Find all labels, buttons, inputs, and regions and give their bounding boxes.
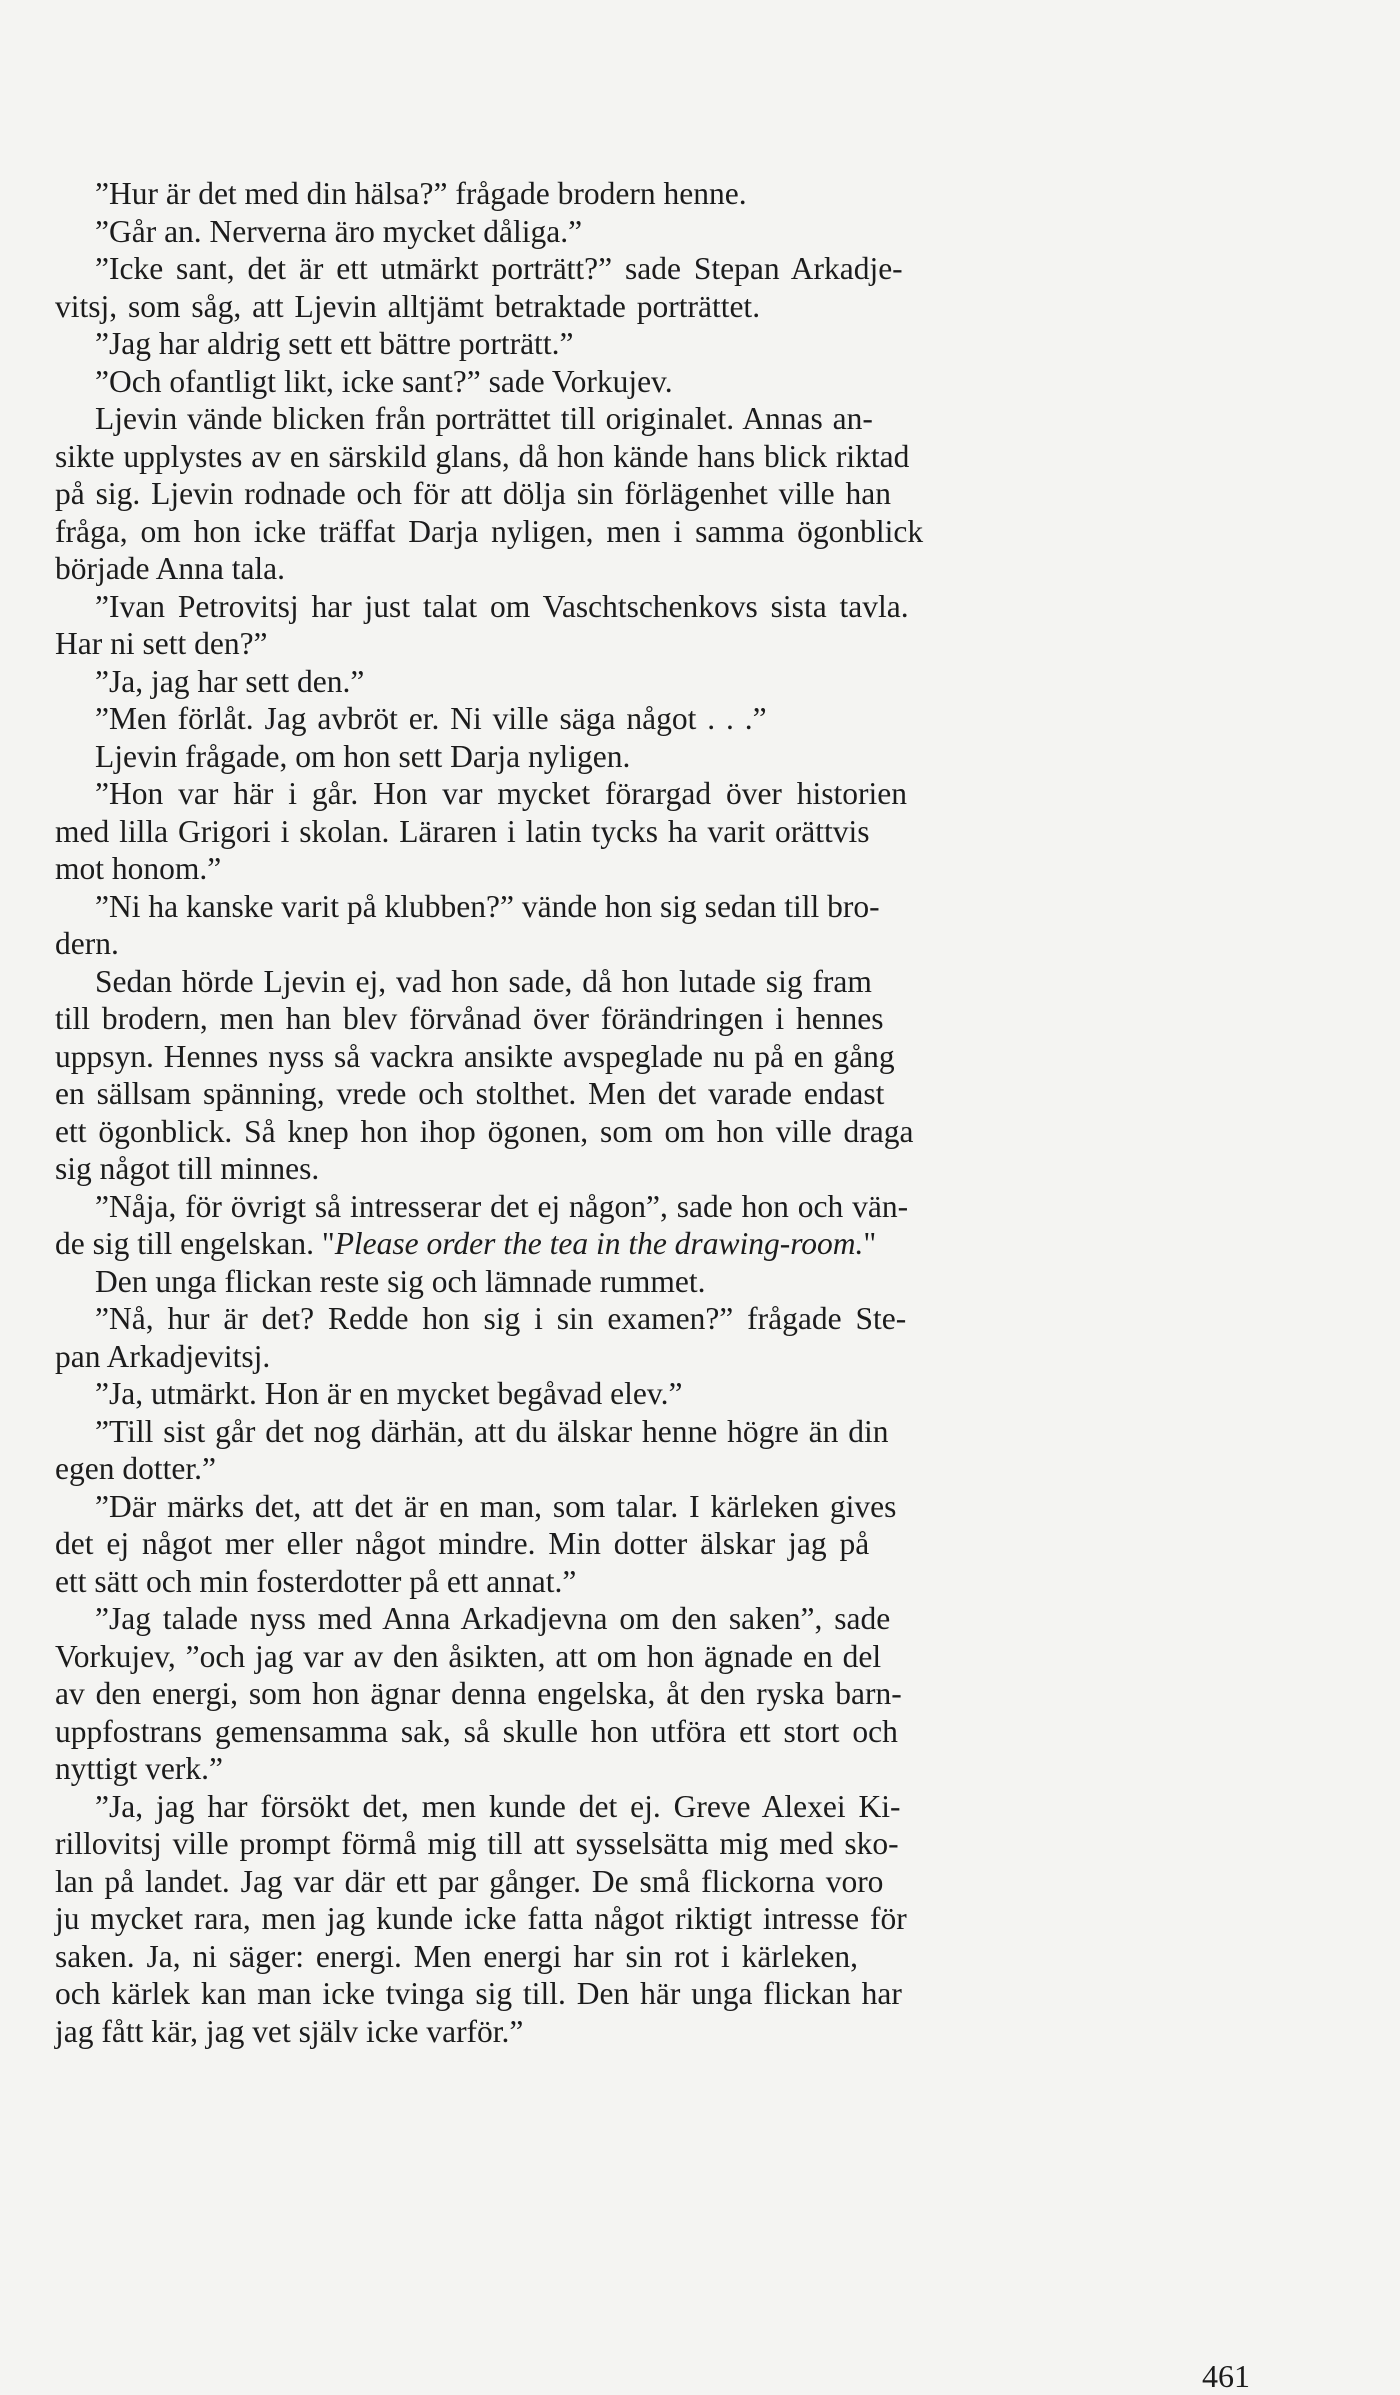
text-line: ”Nå, hur är det? Redde hon sig i sin examen?” frågade Ste- [95,1301,907,1336]
text-line: fråga, om hon icke träffat Darja nyligen, men i samma ögonblick [55,513,924,549]
text-line: lan på landet. Jag var där ett par gånger. De små flickorna voro [55,1863,884,1899]
text-line: av den energi, som hon ägnar denna engelska, åt den ryska barn- [55,1676,902,1711]
text-line: en sällsam spänning, vrede och stolthet. Men det varade endast [55,1076,885,1111]
line-text: de sig till engelskan. [55,1226,314,1261]
text-line: saken. Ja, ni säger: energi. Men energi har sin rot i kärleken, [55,1938,858,1974]
text-line: rillovitsj ville prompt förmå mig till att sysselsätta mig med sko- [55,1826,899,1861]
book-page [55,175,1260,2394]
text-line: ”Ni ha kanske varit på klubben?” vände hon sig sedan till bro- [95,888,880,924]
text-line: ”Nåja, för övrigt så intresserar det ej någon”, sade hon och vän- [95,1188,909,1224]
text-line: till brodern, men han blev förvånad över förändringen i hennes [55,1001,884,1036]
text-line: det ej något mer eller något mindre. Min dotter älskar jag på [55,1526,870,1561]
text-line: ”Hur är det med din hälsa?” frågade brodern henne. [95,176,747,211]
text-line: Sedan hörde Ljevin ej, vad hon sade, då hon lutade sig fram [95,963,872,999]
text-line: ”Ja, jag har försökt det, men kunde det ej. Greve Alexei Ki- [95,1788,901,1824]
text-line: ”Jag talade nyss med Anna Arkadjevna om den saken”, sade [95,1601,891,1636]
text-line: ”Där märks det, att det är en man, som talar. I kärleken gives [95,1488,897,1524]
text-line: uppsyn. Hennes nyss så vackra ansikte avspeglade nu på en gång [55,1038,895,1074]
text-line: ”Ja, jag har sett den.” [95,663,365,699]
page-number: 461 [1202,2358,1250,2394]
text-line: och kärlek kan man icke tvinga sig till. Den här unga flickan har [55,1976,902,2011]
text-line: ett sätt och min fosterdotter på ett annat.” [55,1563,577,1599]
text-line: ”Ivan Petrovitsj har just talat om Vaschtschenkovs sista tavla. [95,588,909,624]
english-quote-text: Please order the tea in the drawing-room. [334,1226,864,1261]
text-line: Har ni sett den?” [55,626,268,661]
text-line: Vorkujev, ”och jag var av den åsikten, att om hon ägnade en del [55,1638,882,1674]
english-quote: "Please order the tea in the drawing-room." [321,1226,877,1261]
text-line: ”Till sist går det nog därhän, att du älskar henne högre än din [95,1413,889,1449]
text-line: ”Men förlåt. Jag avbröt er. Ni ville säga något . . .” [95,701,767,736]
text-line: uppfostrans gemensamma sak, så skulle hon utföra ett stort och [55,1713,898,1749]
text-line: mot honom.” [55,851,222,886]
text-line-with-quote [55,1225,876,1263]
text-line: Ljevin vände blicken från porträttet till originalet. Annas an- [95,401,873,436]
text-line: på sig. Ljevin rodnade och för att dölja sin förlägenhet ville han [55,476,892,511]
text-line: egen dotter.” [55,1451,216,1486]
text-line: ”Hon var här i går. Hon var mycket förargad över historien [95,776,908,811]
text-line: pan Arkadjevitsj. [55,1338,271,1374]
text-line: började Anna tala. [55,551,286,586]
text-line: sikte upplystes av en särskild glans, då hon kände hans blick riktad [55,438,910,474]
text-line: ju mycket rara, men jag kunde icke fatta något riktigt intresse för [55,1901,907,1936]
text-line: ett ögonblick. Så knep hon ihop ögonen, som om hon ville draga [55,1113,914,1149]
text-line: jag fått kär, jag vet själv icke varför.” [55,2013,524,2049]
text-line: med lilla Grigori i skolan. Läraren i latin tycks ha varit orättvis [55,813,870,849]
text-line: ”Ja, utmärkt. Hon är en mycket begåvad elev.” [95,1376,683,1411]
text-line: Ljevin frågade, om hon sett Darja nyligen. [95,738,631,774]
text-line: nyttigt verk.” [55,1751,223,1786]
text-line: ”Och ofantligt likt, icke sant?” sade Vorkujev. [95,363,673,399]
text-line: ”Icke sant, det är ett utmärkt porträtt?” sade Stepan Arkadje- [95,251,903,286]
text-line: sig något till minnes. [55,1151,320,1186]
text-line: ”Går an. Nerverna äro mycket dåliga.” [95,213,583,249]
text-line: dern. [55,926,119,961]
text-line: ”Jag har aldrig sett ett bättre porträtt.” [95,326,574,361]
text-line: vitsj, som såg, att Ljevin alltjämt betraktade porträttet. [55,288,761,324]
text-line: Den unga flickan reste sig och lämnade rummet. [95,1263,706,1299]
